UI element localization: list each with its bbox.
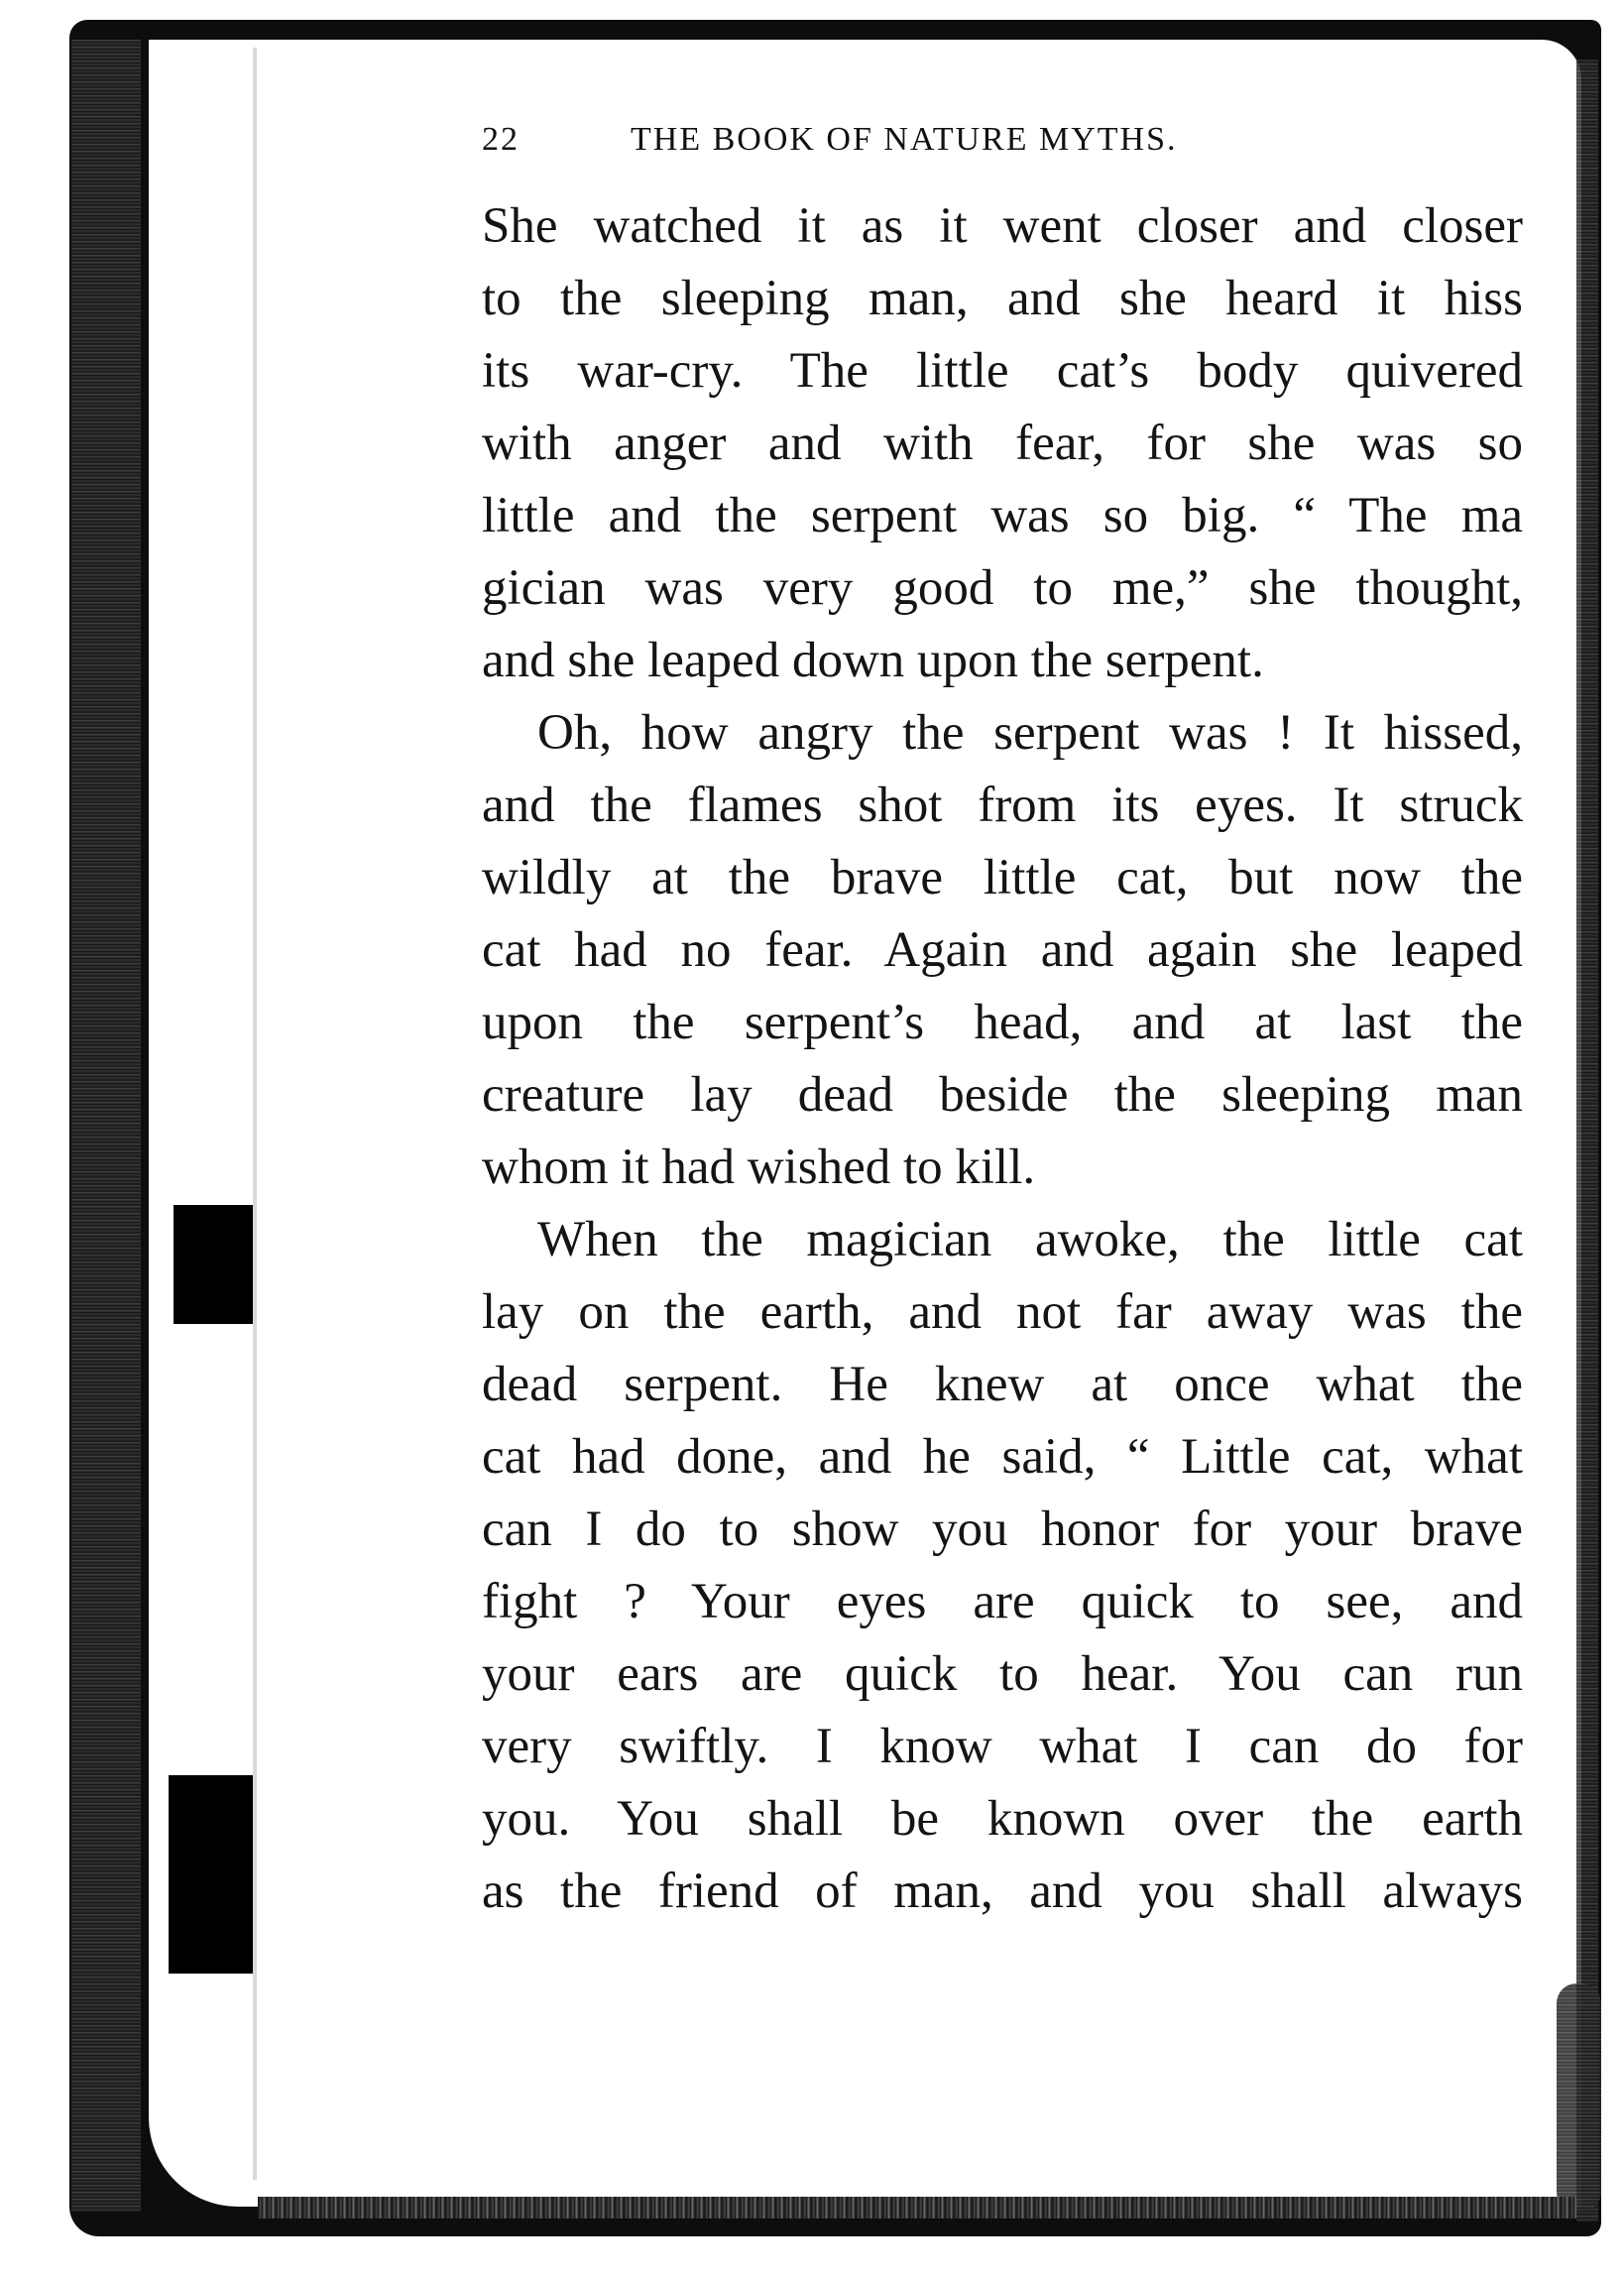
text-line: little and the serpent was so big. “ The ma (482, 488, 1523, 543)
binding-mark-lower (169, 1775, 253, 1974)
text-line: and she leaped down upon the serpent. (482, 633, 1264, 688)
left-page-edge (71, 40, 141, 2212)
text-line: as the friend of man, and you shall always (482, 1863, 1523, 1919)
paragraph-1 (482, 190, 1523, 697)
text-line: dead serpent. He knew at once what the (482, 1357, 1523, 1412)
text-line: whom it had wished to kill. (482, 1140, 1036, 1195)
paragraph-2 (482, 697, 1523, 1204)
page-text-block (482, 121, 1523, 1928)
running-head (482, 121, 1523, 180)
right-page-edge (1576, 60, 1598, 2222)
text-line: its war-cry. The little cat’s body quivered (482, 343, 1523, 399)
binding-mark-upper (174, 1205, 253, 1324)
text-line: Oh, how angry the serpent was ! It hissed, (537, 705, 1523, 761)
text-line: When the magician awoke, the little cat (537, 1212, 1523, 1267)
page-fold-line (253, 48, 257, 2180)
text-line: wildly at the brave little cat, but now the (482, 850, 1523, 905)
text-line: She watched it as it went closer and closer (482, 198, 1523, 254)
text-line: cat had no fear. Again and again she leaped (482, 922, 1523, 978)
text-line: to the sleeping man, and she heard it hiss (482, 271, 1523, 326)
right-corner-smudge (1557, 1983, 1601, 2212)
paragraph-3 (482, 1204, 1523, 1928)
text-line: fight ? Your eyes are quick to see, and (482, 1574, 1523, 1629)
text-line: with anger and with fear, for she was so (482, 416, 1523, 471)
text-line: cat had done, and he said, “ Little cat, what (482, 1429, 1523, 1485)
text-line: gician was very good to me,” she thought, (482, 560, 1523, 616)
text-line: your ears are quick to hear. You can run (482, 1646, 1523, 1702)
text-line: and the flames shot from its eyes. It struck (482, 778, 1523, 833)
text-line: you. You shall be known over the earth (482, 1791, 1523, 1847)
bottom-page-edge (258, 2197, 1576, 2219)
text-line: can I do to show you honor for your brave (482, 1501, 1523, 1557)
text-line: upon the serpent’s head, and at last the (482, 995, 1523, 1050)
text-line: lay on the earth, and not far away was the (482, 1284, 1523, 1340)
text-line: creature lay dead beside the sleeping man (482, 1067, 1523, 1123)
text-line: very swiftly. I know what I can do for (482, 1719, 1523, 1774)
page-number: 22 (482, 121, 520, 158)
running-head-title: THE BOOK OF NATURE MYTHS. (631, 121, 1178, 158)
